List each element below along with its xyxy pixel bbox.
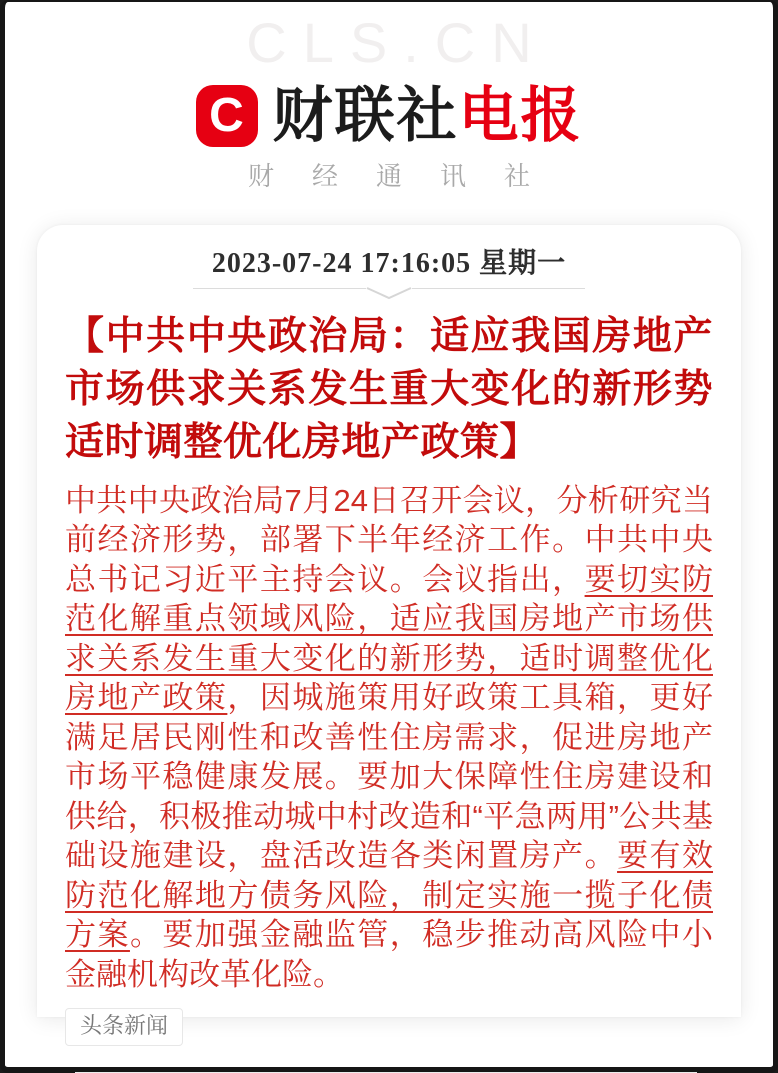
- divider-line-right: [412, 288, 585, 289]
- body-segment-underlined: 要切实防范化解重点领域风险，适应我国房地产市场供求关系发生重大变化的新形势，适时调整优化房地产政策: [65, 561, 713, 716]
- body-segment: 中共中央政治局7月24日召开会议，分析研究当前经济形势，部署下半年经济工作。中共中央总书记习近平主持会议。会议指出，: [65, 482, 713, 597]
- telegraph-card: [37, 225, 741, 1039]
- cls-tagline: 财经通讯社: [247, 161, 568, 191]
- cls-logo-wordmark: [272, 82, 583, 149]
- chevron-down-icon: [366, 287, 412, 300]
- telegraph-datetime: 2023-07-24 17:16:05 星期一: [211, 247, 567, 279]
- cls-logo: [5, 83, 773, 149]
- body-segment: 。要加强金融监管，稳步推动高风险中小金融机构改革化险。: [65, 917, 714, 992]
- tag-headline-news[interactable]: 头条新闻: [65, 1008, 183, 1046]
- telegraph-headline: 【中共中央政治局：适应我国房地产市场供求关系发生重大变化的新形势 适时调整优化房地产政策】: [65, 314, 713, 464]
- cls-watermark: CLS.CN: [246, 11, 548, 74]
- cls-c-logo-icon: C: [196, 85, 258, 147]
- divider-line-left: [193, 288, 366, 289]
- body-segment: ，因城施策用好政策工具箱，更好满足居民刚性和改善性住房需求，促进房地产市场平稳健康发展。要加大保障性住房建设和供给，积极推动城中村改造和“平急两用”公共基础设施建设，盘活改造各类闲置房产。: [65, 680, 714, 874]
- logo-telegraph-label: 电报: [458, 82, 583, 149]
- telegraph-body: [65, 481, 713, 995]
- logo-brand-name: 财联社: [272, 82, 459, 149]
- body-segment-underlined: 要有效防范化解地方债务风险，制定实施一揽子化债方案: [65, 838, 714, 953]
- date-divider: [193, 287, 585, 300]
